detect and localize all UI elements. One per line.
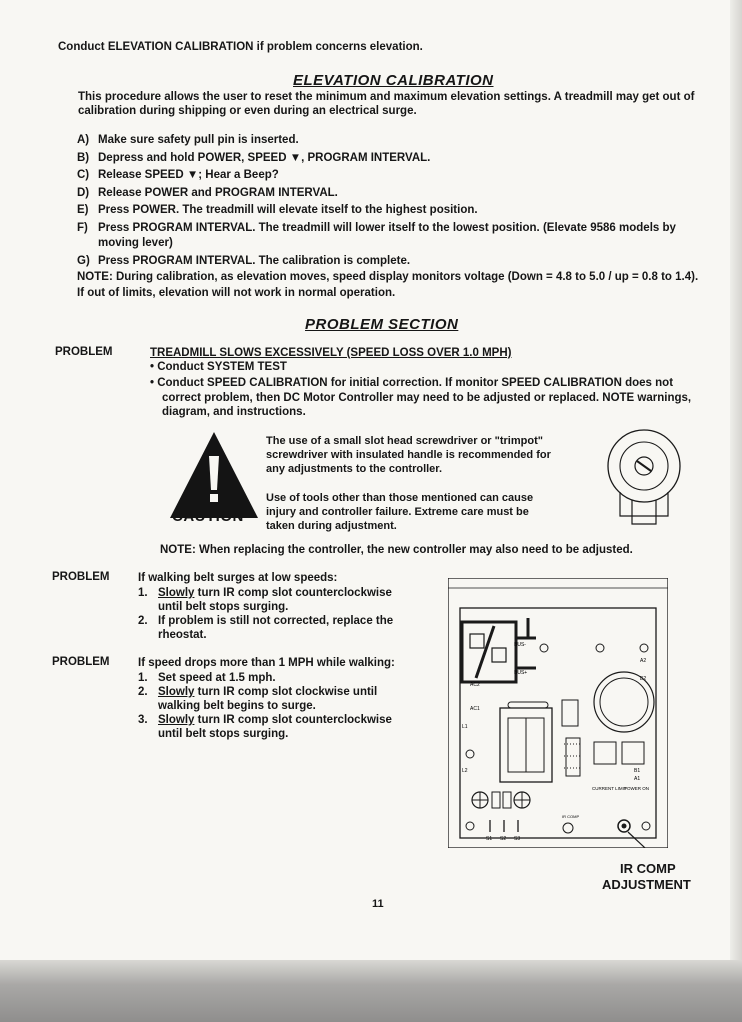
list-item (138, 586, 408, 600)
item-continued: until belt stops surging. (158, 601, 289, 613)
step-text: Press PROGRAM INTERVAL. The treadmill will lower itself to the lowest position. (Elevate 9586 models by moving lever) (98, 221, 676, 249)
item-text: turn IR comp slot counterclockwise (194, 714, 392, 726)
item-emphasis: Slowly (158, 686, 195, 698)
caution-line6: taken during adjustment. (266, 520, 397, 532)
item-continued: until belt stops surging. (158, 728, 289, 740)
controller-board-diagram (448, 578, 668, 848)
step-text: Release POWER and PROGRAM INTERVAL. (98, 186, 338, 199)
a1-label: A1 (634, 776, 641, 782)
power-on-label: POWER ON (624, 786, 650, 791)
list-item-cont (138, 600, 408, 614)
replacement-note: NOTE: When replacing the controller, the new controller may also need to be adjusted. (160, 544, 633, 556)
b2-label: B2 (640, 676, 647, 682)
step-row (77, 151, 717, 166)
item-number: 1. (138, 587, 148, 599)
s2-label: S2 (500, 836, 507, 842)
page-number: 11 (372, 898, 384, 910)
elevation-para-line2: calibration during shipping or even during an electrical surge. (78, 105, 417, 117)
problem3-list (138, 671, 418, 741)
problem-label: PROBLEM (55, 346, 113, 358)
step-text: Press PROGRAM INTERVAL. The calibration is complete. (98, 254, 411, 267)
list-item (138, 685, 418, 699)
item-number: 1. (138, 672, 148, 684)
step-row (77, 203, 717, 218)
list-item-cont (138, 628, 408, 642)
problem2-list (138, 586, 408, 642)
ir-comp-label: IR COMP (620, 861, 676, 876)
elevation-heading: ELEVATION CALIBRATION (293, 72, 494, 89)
item-emphasis: Slowly (158, 714, 195, 726)
problem-label: PROBLEM (52, 656, 110, 668)
step-key: D) (77, 186, 90, 199)
a2-label: A2 (640, 658, 647, 664)
step-row (77, 221, 717, 251)
ir-comp-small-label: IR COMP (562, 814, 580, 819)
item-text: turn IR comp slot counterclockwise (194, 587, 392, 599)
step-row (77, 254, 717, 269)
item-emphasis: Slowly (158, 587, 195, 599)
ac1-label: AC1 (470, 706, 480, 712)
step-row (77, 133, 717, 148)
problem1-bullet2-line3: diagram, and instructions. (162, 406, 306, 418)
intro-text: Conduct ELEVATION CALIBRATION if problem concerns elevation. (58, 41, 423, 53)
problem1-title: TREADMILL SLOWS EXCESSIVELY (SPEED LOSS OVER 1.0 MPH) (150, 347, 512, 359)
problem1-bullet2-line1: • Conduct SPEED CALIBRATION for initial correction. If monitor SPEED CALIBRATION does not (150, 377, 674, 389)
step-text: Press POWER. The treadmill will elevate itself to the highest position. (98, 204, 478, 217)
step-row (77, 168, 717, 183)
b1-label: B1 (634, 768, 641, 774)
problem2-title: If walking belt surges at low speeds: (138, 572, 338, 584)
current-limit-label: CURRENT LIMIT (592, 786, 627, 791)
elevation-steps (77, 133, 717, 271)
item-text: If problem is still not corrected, replace the (158, 615, 394, 627)
bus-minus-label: BUS- (514, 642, 526, 648)
item-continued: rheostat. (158, 629, 207, 641)
elevation-note-line2: If out of limits, elevation will not work in normal operation. (77, 287, 396, 299)
caution-line1: The use of a small slot head screwdriver or "trimpot" (266, 435, 543, 447)
caution-line2: screwdriver with insulated handle is recommended for (266, 449, 551, 461)
step-key: G) (77, 254, 90, 267)
s1-label: S1 (486, 836, 493, 842)
item-text: turn IR comp slot clockwise until (194, 686, 378, 698)
l2-label: L2 (462, 768, 468, 774)
scan-bottom-edge (0, 960, 742, 1022)
step-key: A) (77, 134, 90, 146)
step-text: Release SPEED ▼; Hear a Beep? (98, 169, 279, 182)
problem-label: PROBLEM (52, 571, 110, 583)
list-item-cont (138, 727, 418, 741)
ac2-label: AC2 (470, 682, 480, 688)
item-number: 2. (138, 615, 148, 627)
s3-label: S3 (514, 836, 521, 842)
elevation-note-line1: NOTE: During calibration, as elevation moves, speed display monitors voltage (Down = 4.8 to 5.0 / up = 0.8 to 1.4). (77, 271, 699, 283)
list-item (138, 713, 418, 727)
caution-line4: Use of tools other than those mentioned can cause (266, 492, 534, 504)
step-key: C) (77, 169, 90, 182)
problem1-bullet1: • Conduct SYSTEM TEST (150, 361, 287, 373)
caution-line5: injury and controller failure. Extreme care must be (266, 506, 529, 518)
problem-section-heading: PROBLEM SECTION (305, 316, 459, 333)
item-number: 2. (138, 686, 148, 698)
list-item-cont (138, 699, 418, 713)
step-key: F) (77, 221, 88, 234)
step-key: B) (77, 151, 90, 164)
step-key: E) (77, 204, 89, 217)
bus-plus-label: BUS+ (514, 670, 528, 676)
page-edge-shadow (730, 0, 742, 960)
item-text: Set speed at 1.5 mph. (158, 672, 276, 684)
elevation-para-line1: This procedure allows the user to reset the minimum and maximum elevation settings. A treadmill may get out of (78, 91, 695, 103)
problem1-bullet2-line2: correct problem, then DC Motor Controller may need to be adjusted or replaced. NOTE warnings, (162, 392, 692, 404)
step-text: Make sure safety pull pin is inserted. (98, 134, 299, 146)
list-item (138, 671, 418, 685)
step-text: Depress and hold POWER, SPEED ▼, PROGRAM INTERVAL. (98, 151, 431, 164)
step-row (77, 186, 717, 201)
l1-label: L1 (462, 724, 468, 730)
caution-word: CAUTION (172, 508, 244, 525)
trimpot-illustration (602, 420, 684, 528)
item-number: 3. (138, 714, 148, 726)
problem3-title: If speed drops more than 1 MPH while walking: (138, 657, 395, 669)
adjustment-label: ADJUSTMENT (602, 877, 691, 892)
caution-line3: any adjustments to the controller. (266, 463, 443, 475)
list-item (138, 614, 408, 628)
item-continued: walking belt begins to surge. (158, 700, 316, 712)
